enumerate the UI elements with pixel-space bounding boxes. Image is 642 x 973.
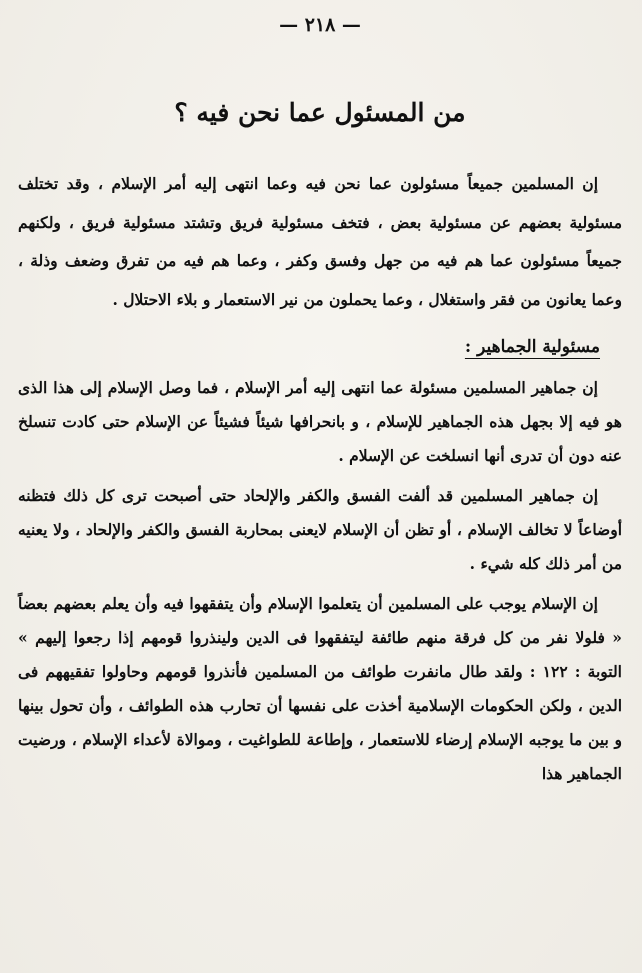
page-title: من المسئول عما نحن فيه ؟ [174,98,466,127]
section-subheading: مسئولية الجماهير : [464,337,600,357]
subheading-wrapper [18,319,622,371]
body-paragraph-3: إن الإسلام يوجب على المسلمين أن يتعلموا الإسلام وأن يتفقهوا فيه وأن يعلم بعضهم بعضاً « فلولا نفر من كل فرقة منهم طائفة ليتفقهوا فى الدين ولينذروا قومهم إذا رجعوا إليهم » التوبة : ١٢٢ : ولقد طال مانفرت طوائف من المسلمين فأنذروا قومهم وحاولوا تفقيههم فى الدين ، ولكن الحكومات الإسلامية أخذت على نفسها أن تحارب هذه الطوائف ، وأن تحول بينها و بين ما يوجبه الإسلام إرضاء للاستعمار ، وإطاعة للطواغيت ، وموالاة لأعداء الإسلام ، ورضيت الجماهير هذا [18,594,622,783]
body-paragraph-1: إن جماهير المسلمين مسئولة عما انتهى إليه أمر الإسلام ، فما وصل الإسلام إلى هذا الذى هو فيه إلا بجهل هذه الجماهير للإسلام ، و بانحرافها شيئاً فشيئاً عن الإسلام حتى كادت تنسلخ عنه دون أن تدرى أنها انسلخت عن الإسلام . [18,378,622,465]
intro-paragraph: إن المسلمين جميعاً مسئولون عما نحن فيه وعما انتهى إليه أمر الإسلام ، وقد تختلف مسئولية بعضهم عن مسئولية بعض ، فتخف مسئولية فريق وتشتد مسئولية فريق ، ولكنهم جميعاً مسئولون عما هم فيه من جهل وفسق وكفر ، وعما هم فيه من تفرق وضعف وذلة ، وعما يعانون من فقر واستغلال ، وعما يحملون من نير الاستعمار و بلاء الاحتلال . [18,174,622,309]
page-number: — ٢١٨ — [279,14,361,36]
body-paragraph-2: إن جماهير المسلمين قد ألفت الفسق والكفر والإلحاد حتى أصبحت ترى كل ذلك فتظنه أوضاعاً لا تخالف الإسلام ، أو تظن أن الإسلام لايعنى بمحاربة الفسق والكفر والإلحاد ، ولا يعنيه من أمر ذلك كله شيء . [18,486,622,573]
